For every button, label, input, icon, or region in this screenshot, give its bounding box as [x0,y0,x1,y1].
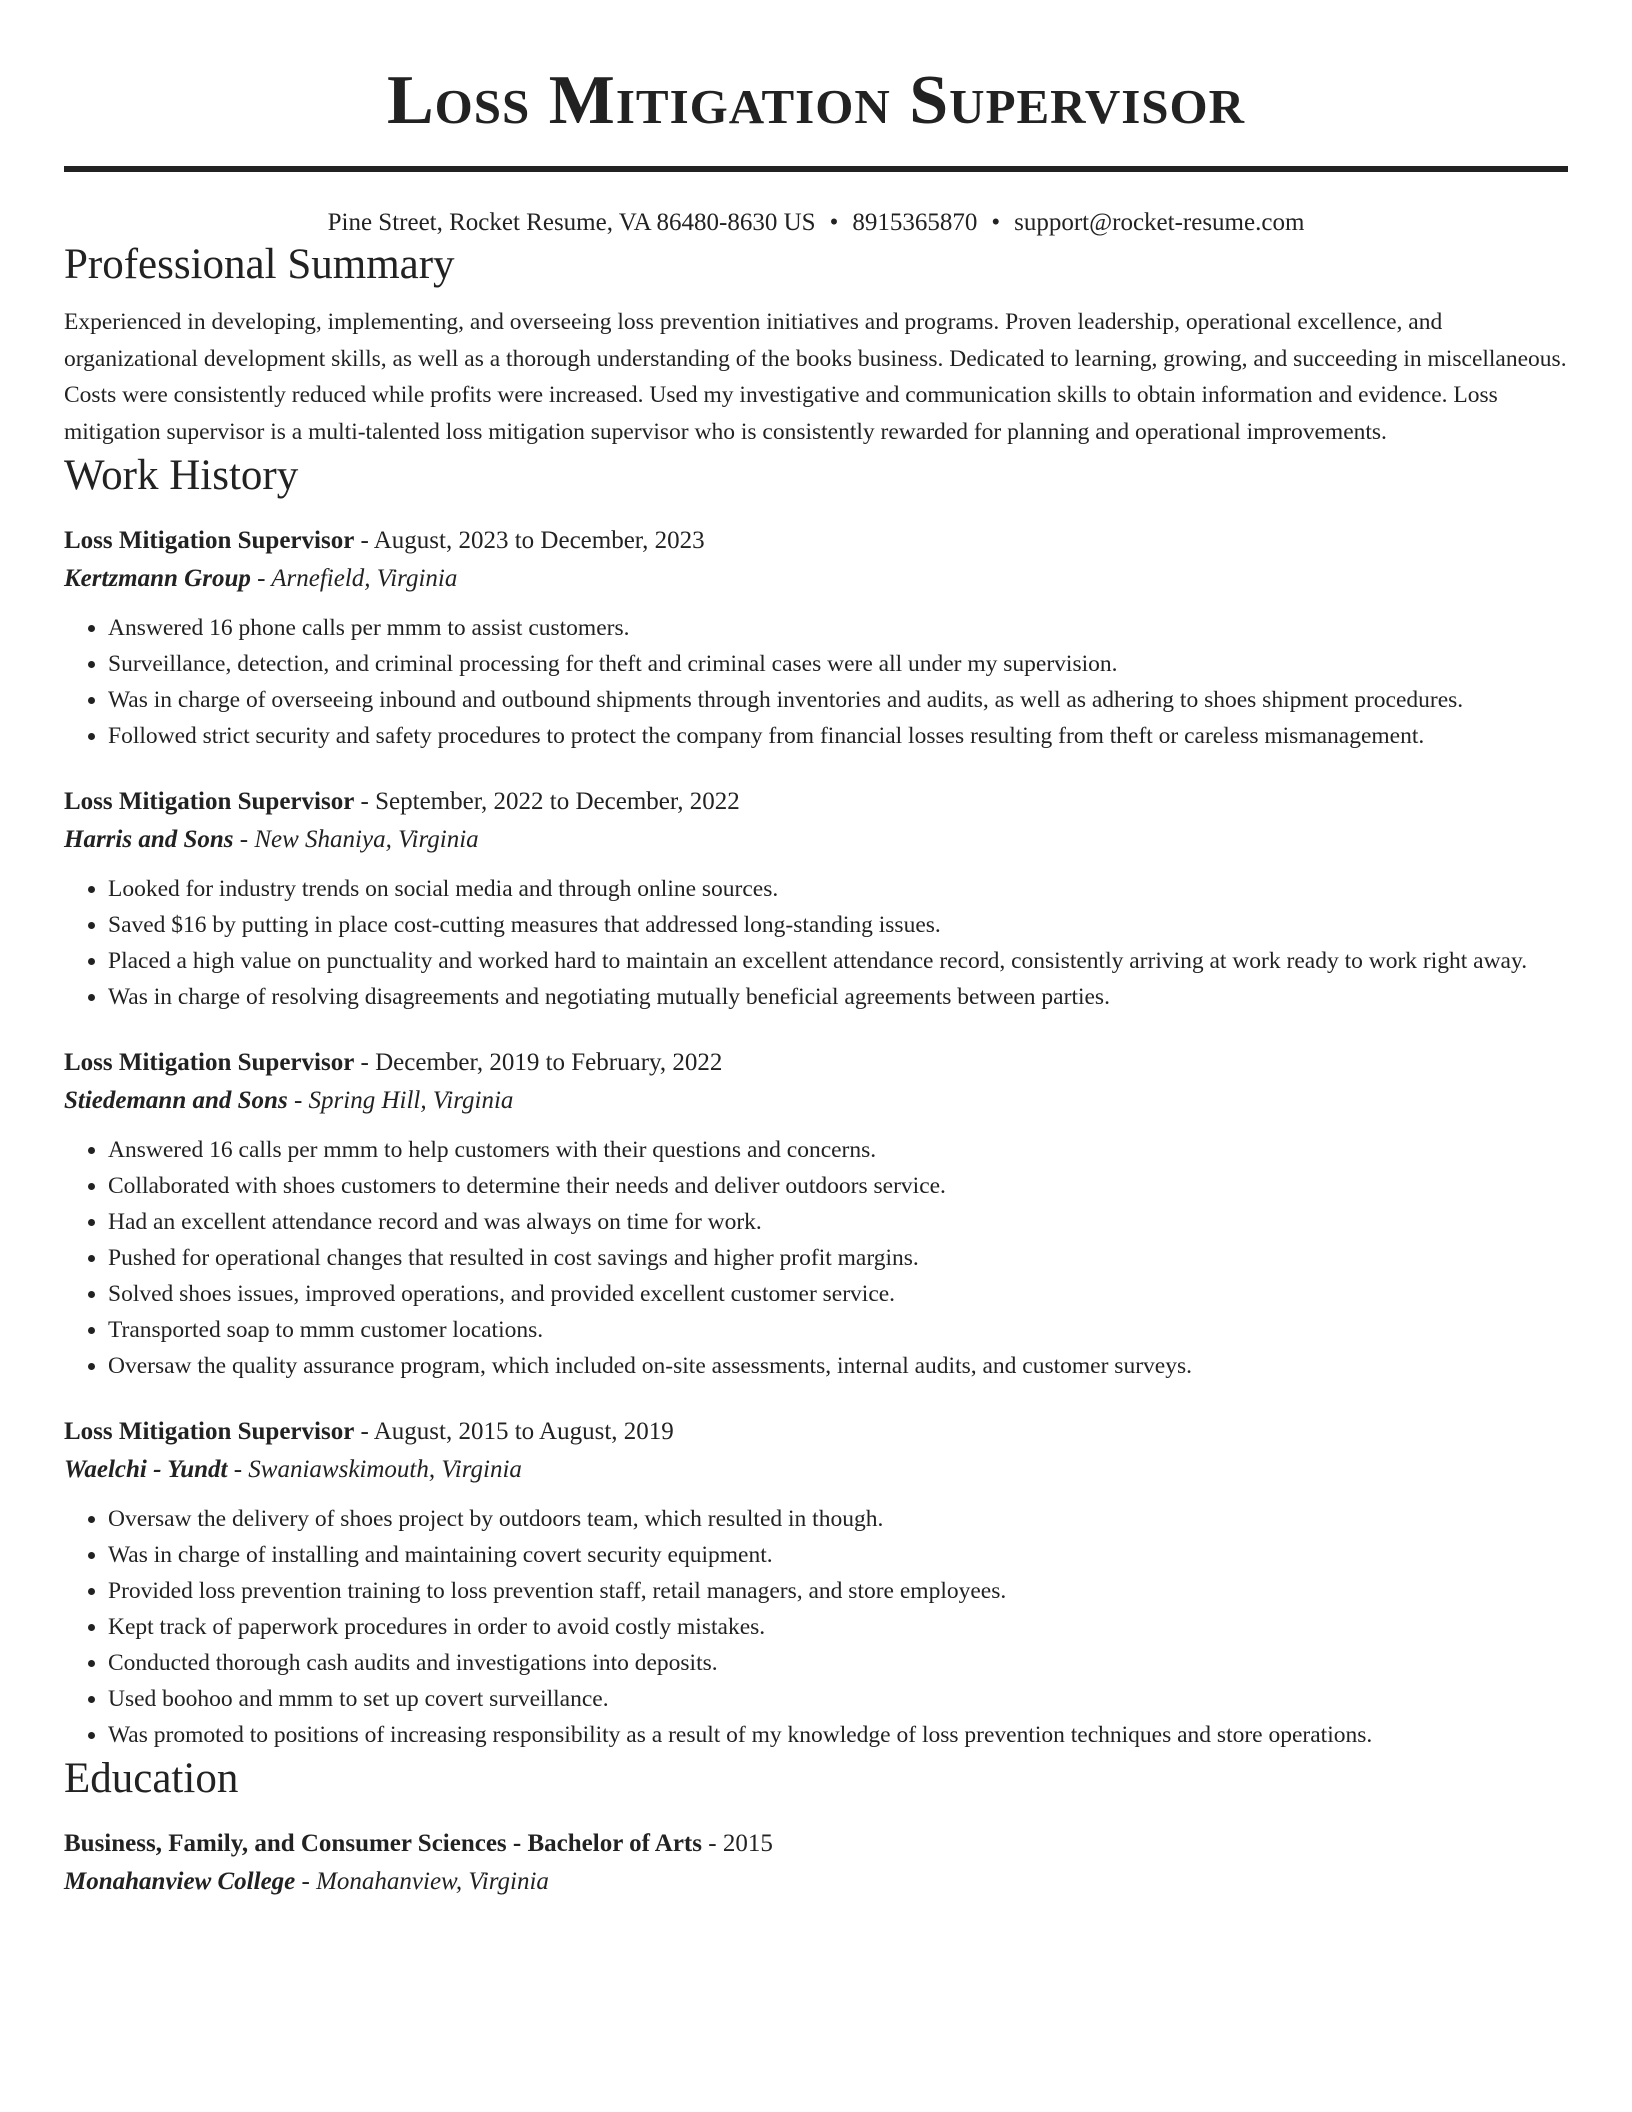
job-company: Harris and Sons [64,826,234,853]
job-role: Loss Mitigation Supervisor [64,1418,355,1445]
job-entry [64,522,1568,754]
job-location: Spring Hill, Virginia [308,1087,514,1114]
job-duty: • Followed strict security and safety procedures to protect the company from financial losses resulting from theft or careless mismanagement. [108,718,1568,754]
job-company: Waelchi - Yundt [64,1456,228,1483]
job-duty: • Had an excellent attendance record and was always on time for work. [108,1204,1568,1240]
job-duty: • Conducted thorough cash audits and investigations into deposits. [108,1645,1568,1681]
job-duty: • Kept track of paperwork procedures in order to avoid costly mistakes. [108,1609,1568,1645]
job-duties [64,1132,1568,1384]
job-entry [64,1044,1568,1384]
job-company: Kertzmann Group [64,565,251,592]
education-degree: Business, Family, and Consumer Sciences - Bachelor of Arts [64,1830,702,1857]
job-duties [64,871,1568,1015]
education-institution: Monahanview College - Monahanview, Virginia [64,1868,549,1895]
job-employer: Waelchi - Yundt - Swaniawskimouth, Virginia [64,1456,522,1483]
contact-address: Pine Street, Rocket Resume, VA 86480-8630 US [327,209,816,236]
education-location: Monahanview, Virginia [316,1868,549,1895]
job-heading: Loss Mitigation Supervisor - September, 2022 to December, 2022 [64,788,740,815]
work-history-heading: Work History [64,452,299,499]
job-entry [64,783,1568,1015]
job-duty: • Transported soap to mmm customer locations. [108,1312,1568,1348]
job-employer: Stiedemann and Sons - Spring Hill, Virginia [64,1087,514,1114]
job-duty: • Saved $16 by putting in place cost-cutting measures that addressed long-standing issues. [108,907,1568,943]
job-duty: • Collaborated with shoes customers to determine their needs and deliver outdoors service. [108,1168,1568,1204]
job-role: Loss Mitigation Supervisor [64,788,355,815]
job-dates: December, 2019 to February, 2022 [375,1049,723,1076]
job-employer: Harris and Sons - New Shaniya, Virginia [64,826,479,853]
job-duty: • Used boohoo and mmm to set up covert surveillance. [108,1681,1568,1717]
job-duty: • Solved shoes issues, improved operations, and provided excellent customer service. [108,1276,1568,1312]
work-history-list [64,522,1568,1753]
job-heading: Loss Mitigation Supervisor - August, 2023 to December, 2023 [64,527,705,554]
summary-heading: Professional Summary [64,241,455,288]
education-heading: Education [64,1755,239,1802]
job-duties [64,610,1568,754]
job-dates: August, 2023 to December, 2023 [373,527,705,554]
job-duty: • Surveillance, detection, and criminal processing for theft and criminal cases were all under my supervision. [108,646,1568,682]
job-heading: Loss Mitigation Supervisor - December, 2019 to February, 2022 [64,1049,723,1076]
contact-phone: 8915365870 [852,209,978,236]
job-location: Swaniawskimouth, Virginia [248,1456,522,1483]
job-duty: • Oversaw the delivery of shoes project by outdoors team, which resulted in though. [108,1501,1568,1537]
job-location: Arnefield, Virginia [271,565,458,592]
job-location: New Shaniya, Virginia [254,826,479,853]
job-duty: • Was in charge of overseeing inbound and outbound shipments through inventories and audits, as well as adhering to shoes shipment procedures. [108,682,1568,718]
education-year: 2015 [722,1830,773,1857]
contact-email: support@rocket-resume.com [1014,209,1305,236]
job-heading: Loss Mitigation Supervisor - August, 2015 to August, 2019 [64,1418,674,1445]
job-duty: • Answered 16 phone calls per mmm to assist customers. [108,610,1568,646]
job-duty: • Looked for industry trends on social media and through online sources. [108,871,1568,907]
job-duty: • Answered 16 calls per mmm to help customers with their questions and concerns. [108,1132,1568,1168]
job-entry [64,1413,1568,1753]
contact-separator: • [991,209,1001,236]
job-company: Stiedemann and Sons [64,1087,288,1114]
job-duty: • Was in charge of resolving disagreements and negotiating mutually beneficial agreements between parties. [108,979,1568,1015]
job-duty: • Placed a high value on punctuality and worked hard to maintain an excellent attendance record, consistently arriving at work ready to work right away. [108,943,1568,979]
job-dates: September, 2022 to December, 2022 [375,788,740,815]
job-role: Loss Mitigation Supervisor [64,1049,355,1076]
summary-text: Experienced in developing, implementing, and overseeing loss prevention initiatives and programs. Proven leadership, operational excellence, and organizational development skills, as well as a thorough understanding of the books business. Dedicated to learning, growing, and succeeding in miscellaneous. Costs were consistently reduced while profits were increased. Used my investigative and communication skills to obtain information and evidence. Loss mitigation supervisor is a multi-talented loss mitigation supervisor who is consistently rewarded for planning and operational improvements. [64,309,1567,445]
header-divider [64,166,1568,174]
contact-line [64,207,1568,239]
job-duty: • Was promoted to positions of increasing responsibility as a result of my knowledge of loss prevention techniques and store operations. [108,1717,1568,1753]
job-duty: • Was in charge of installing and maintaining covert security equipment. [108,1537,1568,1573]
job-dates: August, 2015 to August, 2019 [373,1418,674,1445]
candidate-name: Loss Mitigation Supervisor [386,62,1246,139]
education-heading-line: Business, Family, and Consumer Sciences - Bachelor of Arts - 2015 [64,1830,773,1857]
education-school: Monahanview College [64,1868,296,1895]
contact-separator: • [829,209,839,236]
job-employer: Kertzmann Group - Arnefield, Virginia [64,565,458,592]
job-role: Loss Mitigation Supervisor [64,527,355,554]
job-duty: • Pushed for operational changes that resulted in cost savings and higher profit margins. [108,1240,1568,1276]
job-duty: • Provided loss prevention training to loss prevention staff, retail managers, and store employees. [108,1573,1568,1609]
job-duty: • Oversaw the quality assurance program, which included on-site assessments, internal audits, and customer surveys. [108,1348,1568,1384]
job-duties [64,1501,1568,1753]
